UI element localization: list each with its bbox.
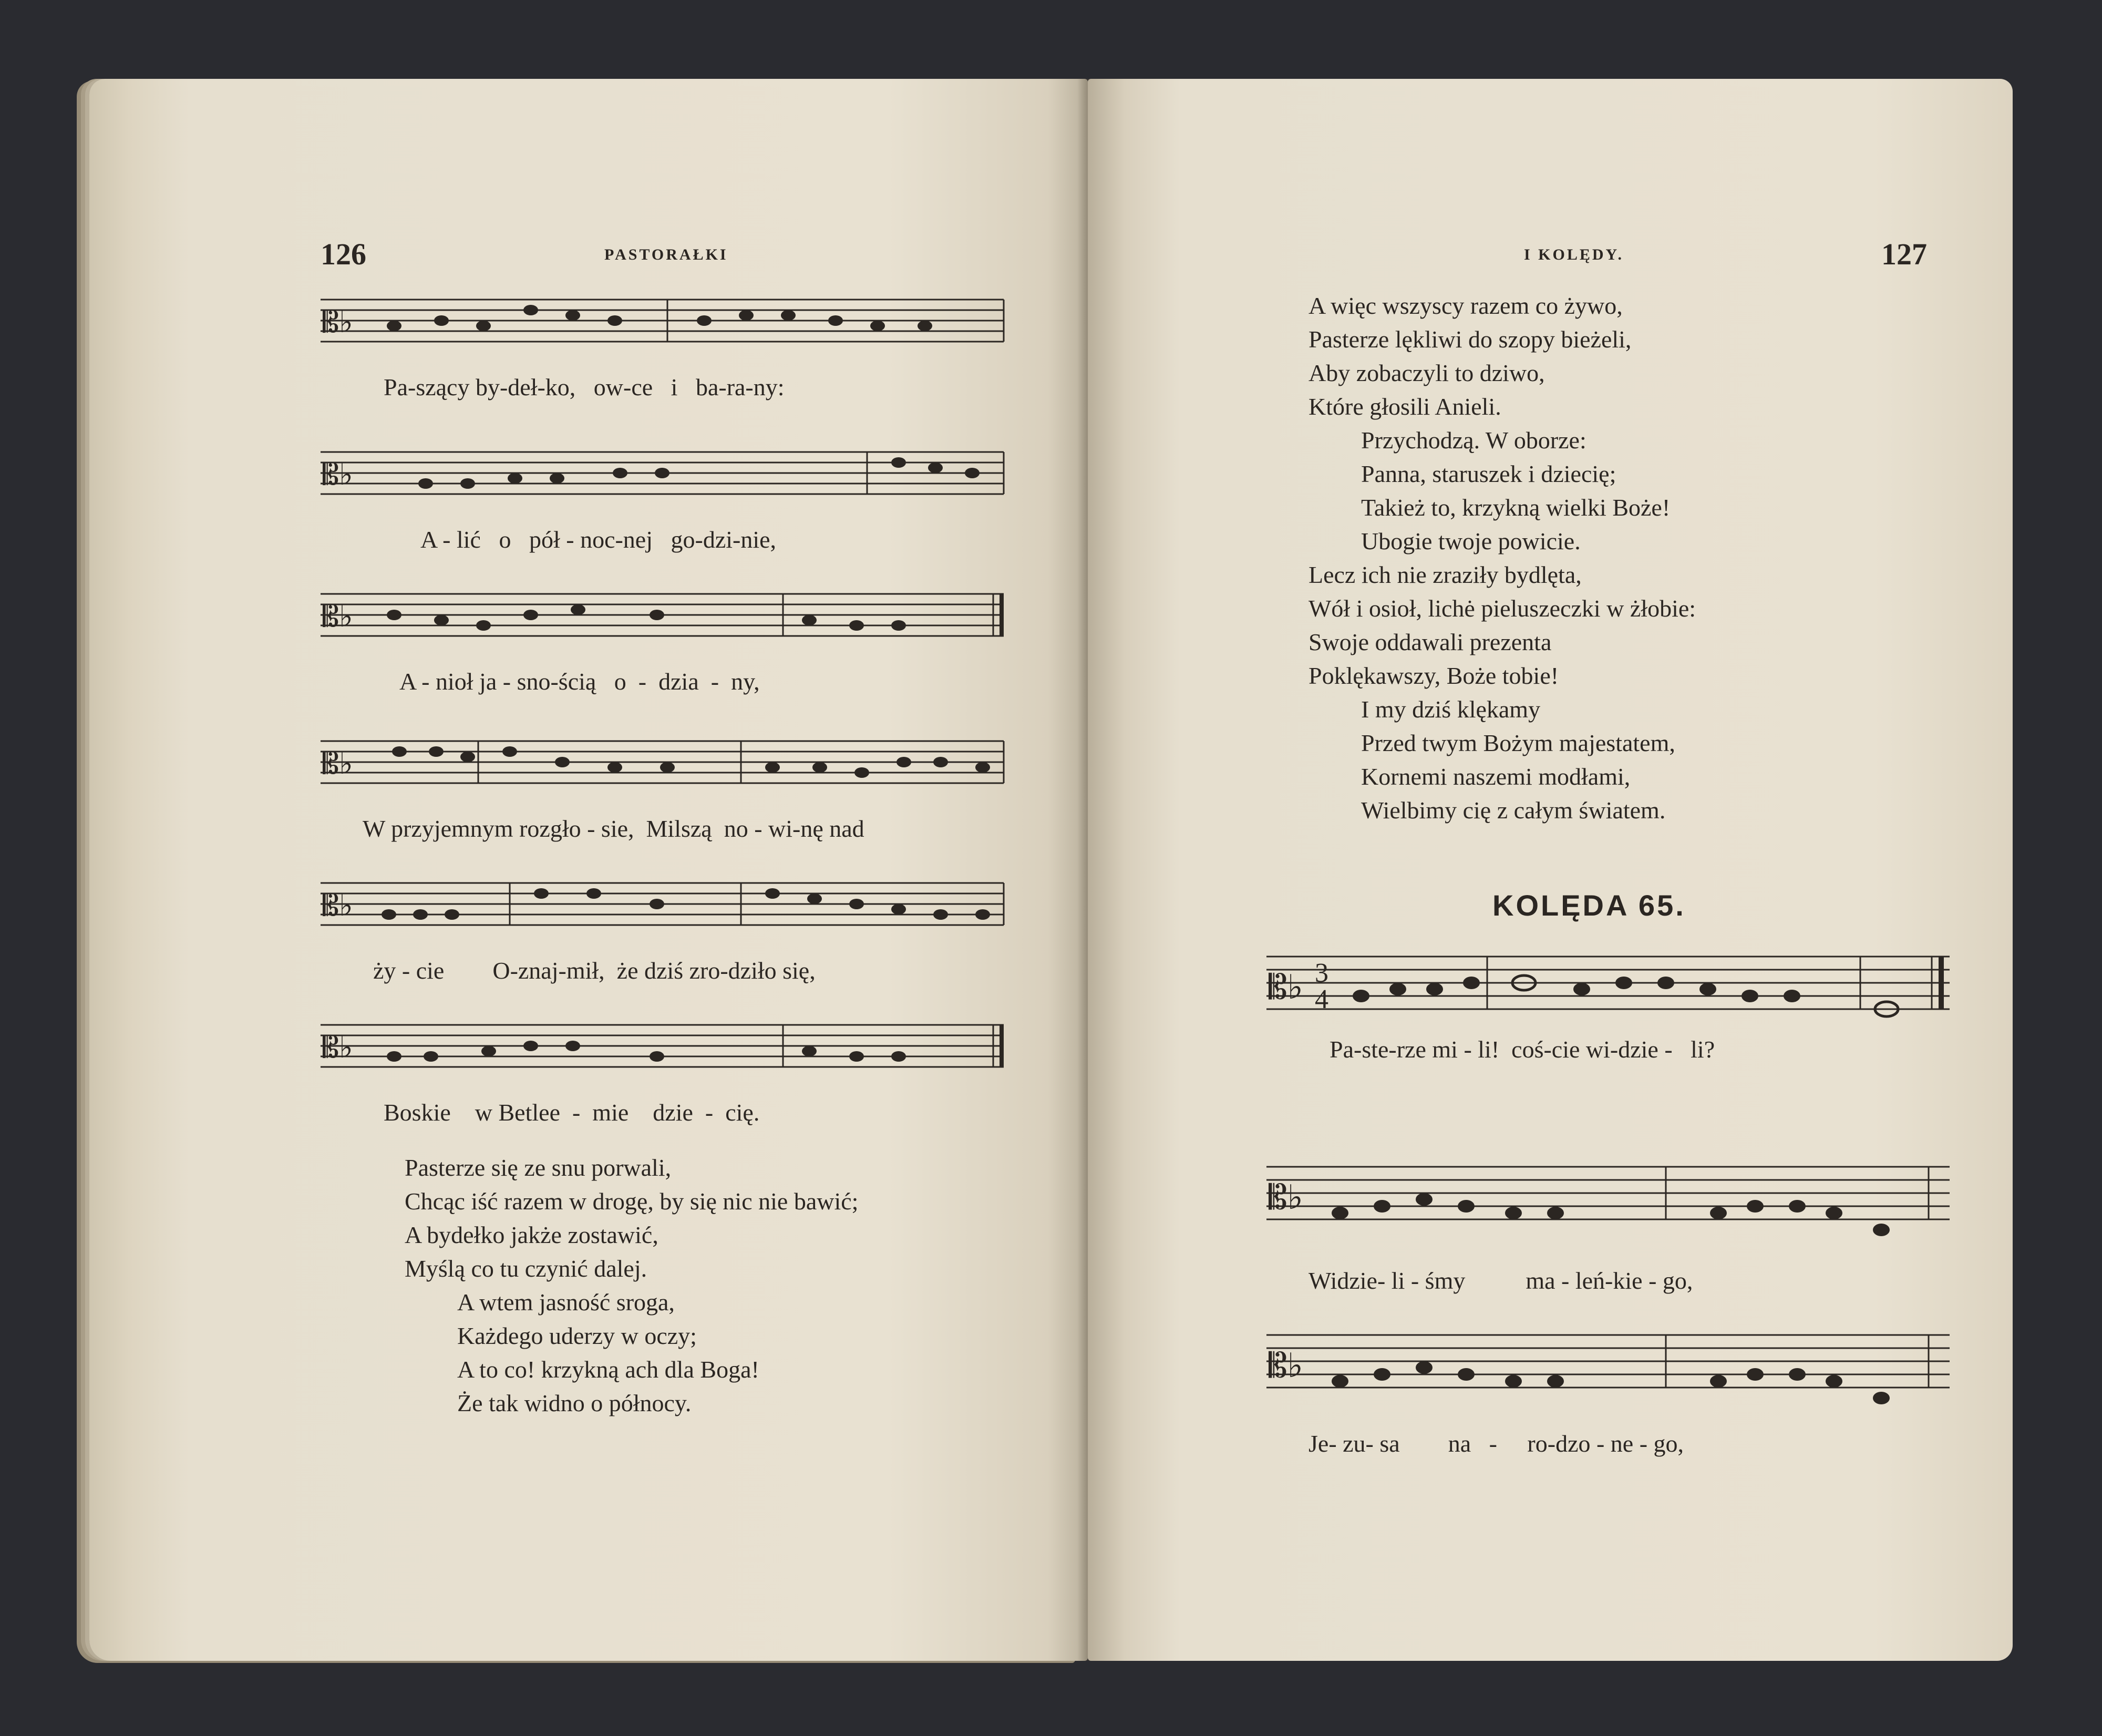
- lyric-line: Boskie w Betlee - mie dzie - cię.: [384, 1099, 760, 1126]
- running-head-left: PASTORAŁKI: [604, 246, 728, 263]
- verse-line: Lecz ich nie zraziły bydlęta,: [1308, 561, 1582, 588]
- lyric-line: Pa-ste-rze mi - li! coś-cie wi-dzie - li?: [1330, 1036, 1715, 1063]
- time-signature-bottom: 4: [1315, 984, 1328, 1014]
- verse-line: Wielbimy cię z całym światem.: [1361, 797, 1666, 824]
- verse-line: Kornemi naszemi modłami,: [1361, 763, 1631, 790]
- music-staff: [321, 731, 1014, 794]
- verse-line: A więc wszyscy razem co żywo,: [1308, 292, 1623, 319]
- lyric-line: Pa-szący by-deł-ko, ow-ce i ba-ra-ny:: [384, 374, 785, 400]
- page-number-right: 127: [1881, 237, 1927, 271]
- verse-line: Przychodzą. W oborze:: [1361, 427, 1586, 454]
- music-staff: [321, 441, 1014, 505]
- music-staff: [321, 289, 1014, 352]
- verse-block: [1308, 289, 1696, 827]
- svg-text:𝄡♭: 𝄡♭: [323, 458, 353, 492]
- time-signature-top: 3: [1315, 958, 1328, 988]
- music-staff: [1266, 1151, 1960, 1240]
- svg-text:𝄡♭: 𝄡♭: [323, 1031, 353, 1065]
- lyric-line: A - nioł ja - sno-ścią o - dzia - ny,: [399, 668, 760, 695]
- music-staff: [1266, 1319, 1960, 1409]
- svg-text:𝄡♭: 𝄡♭: [323, 889, 353, 923]
- lyric-line: Widzie- li - śmy ma - leń-kie - go,: [1308, 1267, 1693, 1294]
- verse-line: Pasterze się ze snu porwali,: [405, 1154, 672, 1181]
- verse-line: A bydełko jakże zostawić,: [405, 1221, 658, 1248]
- verse-line: A to co! krzykną ach dla Boga!: [457, 1356, 759, 1383]
- verse-line: Poklękawszy, Boże tobie!: [1308, 662, 1559, 689]
- verse-line: Wół i osioł, lichė pieluszeczki w żłobie:: [1308, 595, 1696, 622]
- right-page: [1088, 79, 2013, 1661]
- lyric-line: ży - cie O-znaj-mił, że dziś zro-dziło się,: [373, 957, 816, 984]
- verse-line: Myślą co tu czynić dalej.: [405, 1255, 647, 1282]
- verse-line: Takież to, krzykną wielki Boże!: [1361, 494, 1671, 521]
- music-staff: [321, 1014, 1014, 1077]
- open-book: [89, 79, 2013, 1661]
- svg-text:𝄡♭: 𝄡♭: [323, 600, 353, 634]
- left-page: [89, 79, 1088, 1661]
- verse-line: Chcąc iść razem w drogę, by się nic nie bawić;: [405, 1188, 859, 1215]
- music-staff: [321, 583, 1014, 646]
- verse-line: A wtem jasność sroga,: [457, 1289, 675, 1316]
- running-head-right: I KOLĘDY.: [1524, 246, 1624, 263]
- verse-line: Każdego uderzy w oczy;: [457, 1322, 697, 1349]
- verse-line: Ubogie twoje powicie.: [1361, 528, 1581, 554]
- verse-line: Panna, staruszek i dziecię;: [1361, 460, 1616, 487]
- music-staff: [321, 872, 1014, 936]
- svg-text:𝄡♭: 𝄡♭: [1269, 1347, 1303, 1385]
- verse-line: Swoje oddawali prezenta: [1308, 629, 1552, 655]
- verse-block: [405, 1151, 858, 1420]
- lyric-line: A - lić o pół - noc-nej go-dzi-nie,: [420, 526, 777, 553]
- svg-text:𝄡♭: 𝄡♭: [323, 747, 353, 781]
- lyric-line: Je- zu- sa na - ro-dzo - ne - go,: [1308, 1430, 1684, 1457]
- verse-line: Aby zobaczyli to dziwo,: [1308, 359, 1545, 386]
- lyric-line: W przyjemnym rozgło - sie, Milszą no - wi-nę nad: [363, 815, 864, 842]
- svg-text:𝄡♭: 𝄡♭: [1269, 1178, 1303, 1217]
- music-staff: [1266, 941, 1960, 1025]
- svg-text:𝄡♭: 𝄡♭: [323, 305, 353, 340]
- svg-text:𝄡♭: 𝄡♭: [1269, 968, 1303, 1007]
- verse-line: Pasterze lękliwi do szopy bieżeli,: [1308, 326, 1632, 353]
- verse-line: Przed twym Bożym majestatem,: [1361, 730, 1675, 756]
- verse-line: Że tak widno o północy.: [457, 1390, 692, 1416]
- song-title: KOLĘDA 65.: [1492, 889, 1686, 922]
- verse-line: I my dziś klękamy: [1361, 696, 1541, 723]
- page-number-left: 126: [321, 237, 366, 271]
- verse-line: Które głosili Anieli.: [1308, 393, 1501, 420]
